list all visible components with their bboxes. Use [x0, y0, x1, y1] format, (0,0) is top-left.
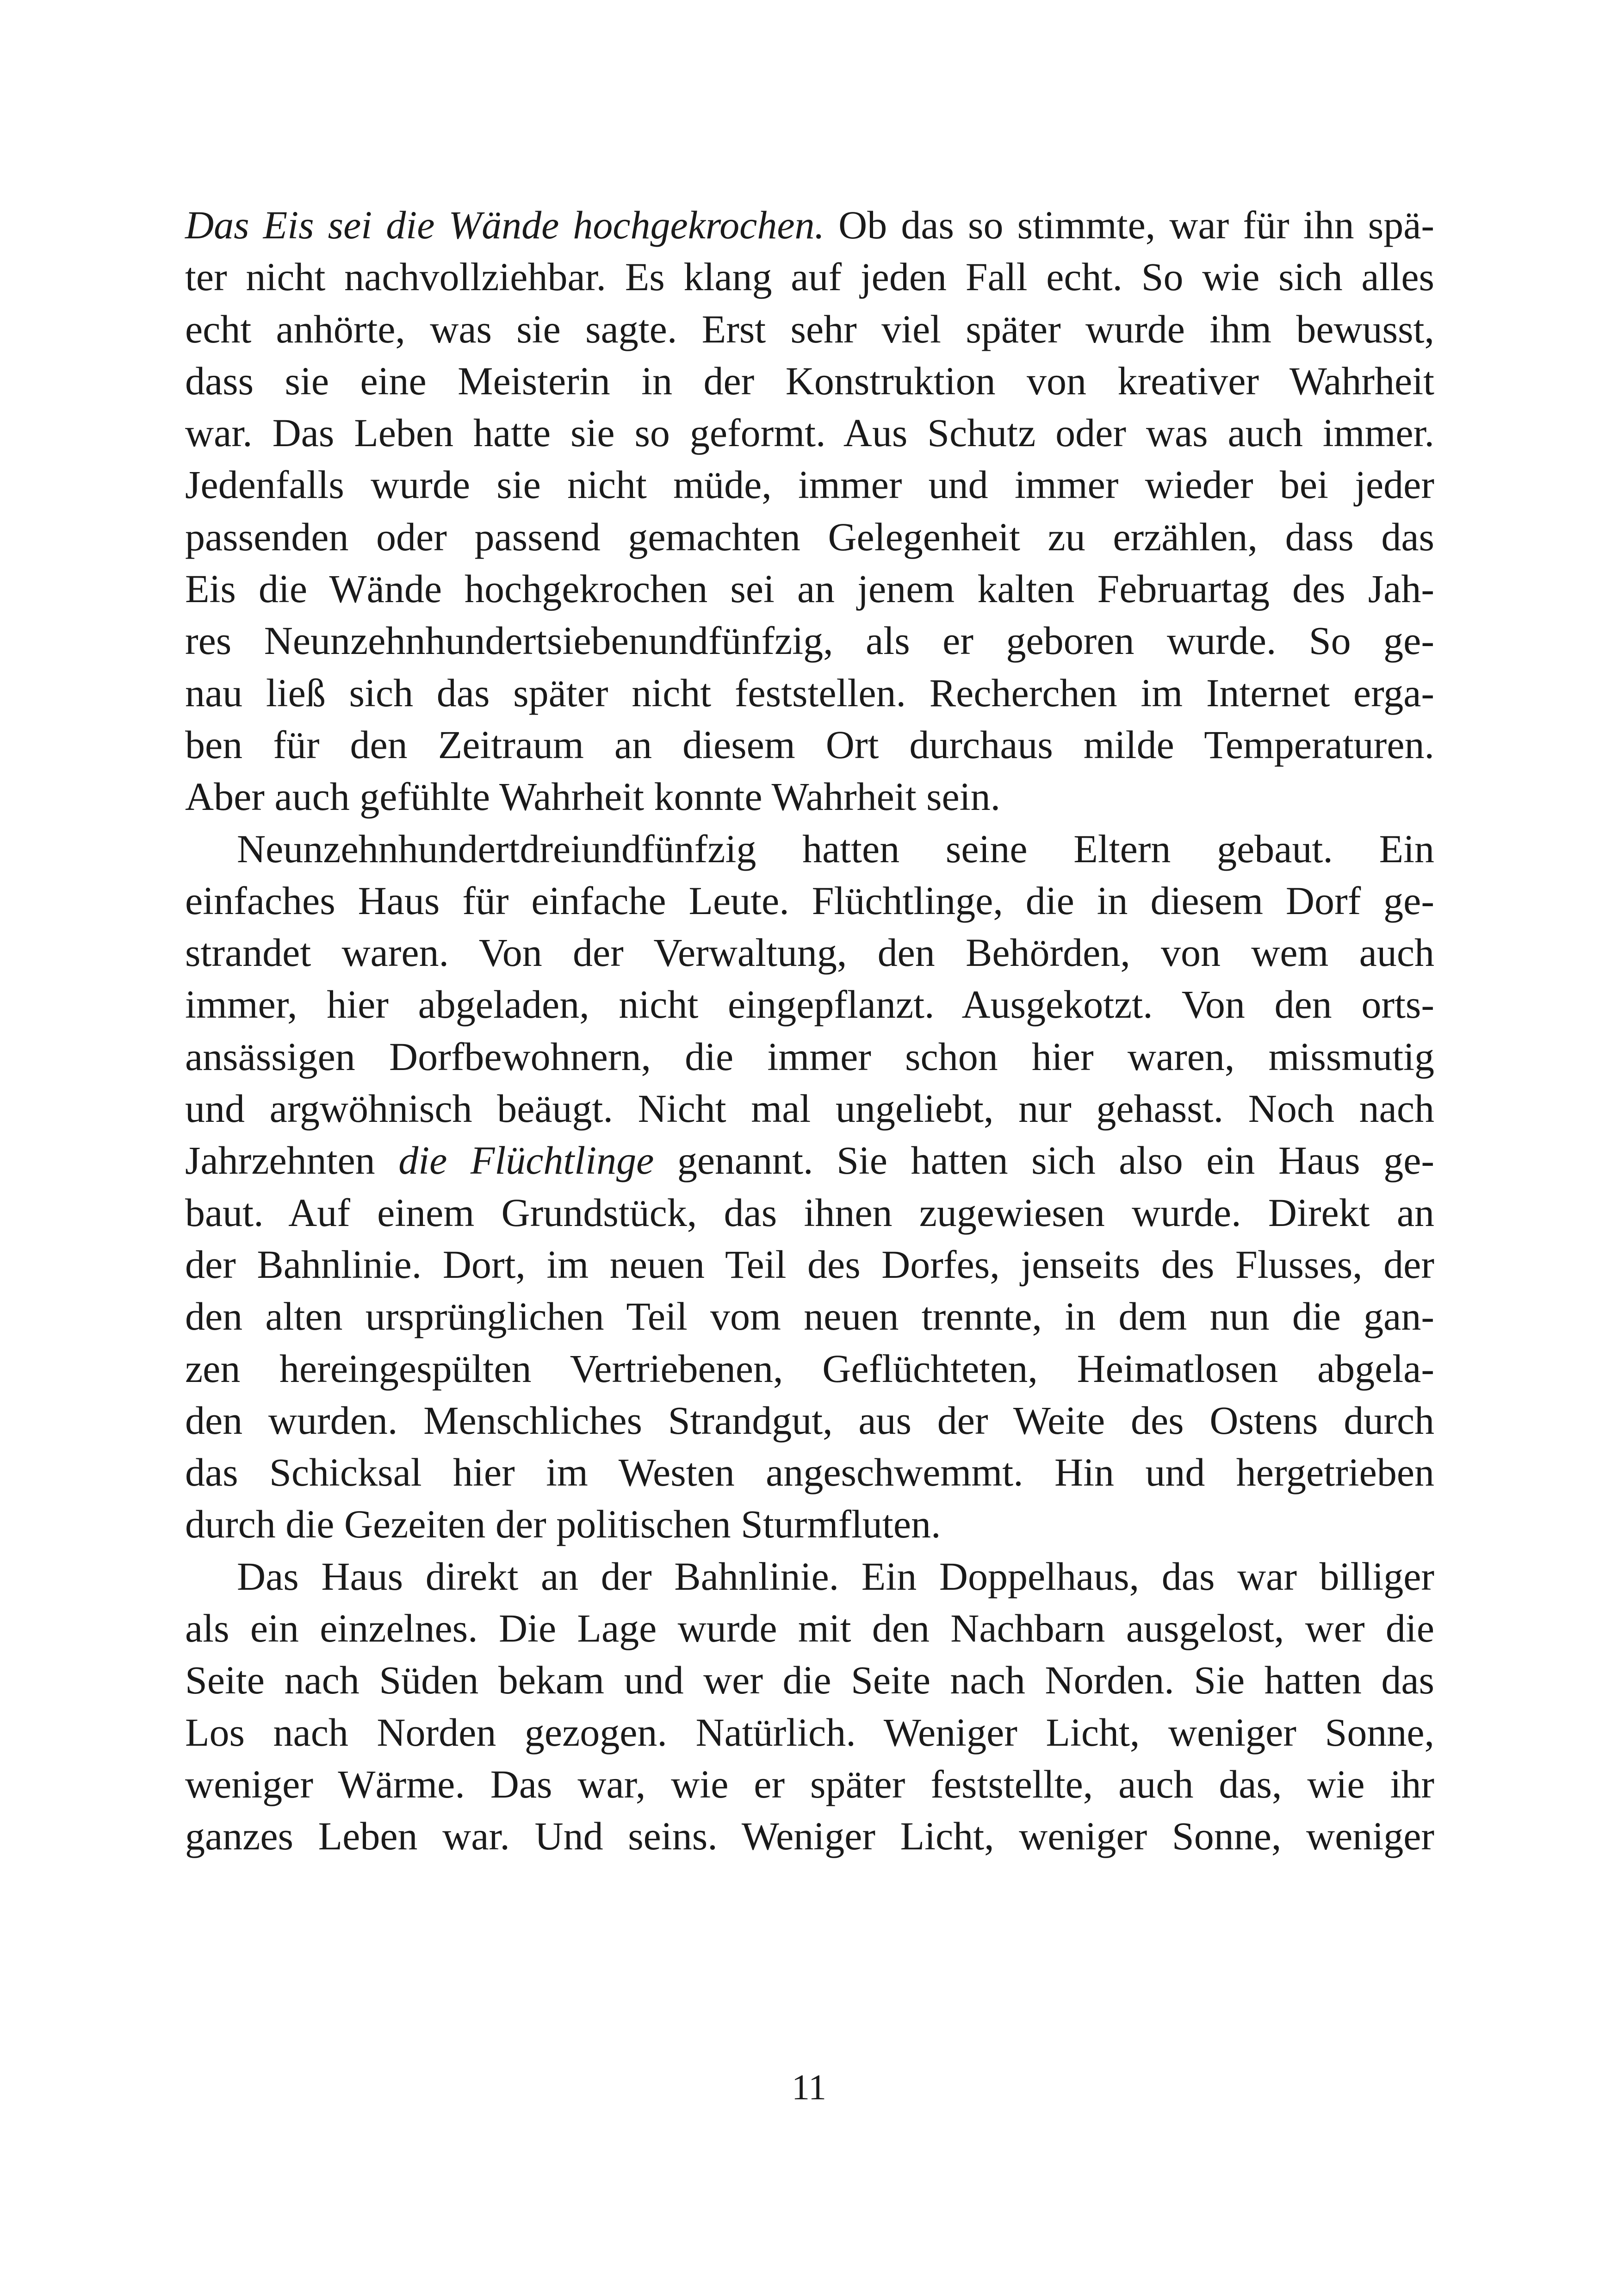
- text-segment: ganzes Leben war. Und seins. Weniger Licht, weniger Sonne, weniger: [185, 1814, 1434, 1859]
- text-line: [185, 719, 1434, 771]
- text-line: [185, 1602, 1434, 1654]
- text-segment: Neunzehnhundertdreiundfünfzig hatten seine Eltern gebaut. Ein: [237, 826, 1434, 871]
- text-segment: als ein einzelnes. Die Lage wurde mit den Nachbarn ausgelost, wer die: [185, 1606, 1434, 1651]
- text-line: [185, 251, 1434, 303]
- text-segment: weniger Wärme. Das war, wie er später feststellte, auch das, wie ihr: [185, 1761, 1434, 1806]
- text-line: [185, 199, 1434, 251]
- text-segment: war. Das Leben hatte sie so geformt. Aus Schutz oder was auch immer.: [185, 411, 1434, 455]
- text-line: [185, 563, 1434, 615]
- text-segment: den alten ursprünglichen Teil vom neuen trennte, in dem nun die gan-: [185, 1294, 1434, 1339]
- text-segment: und argwöhnisch beäugt. Nicht mal ungeliebt, nur gehasst. Noch nach: [185, 1086, 1434, 1131]
- text-segment: das Schicksal hier im Westen angeschwemmt. Hin und hergetrieben: [185, 1450, 1434, 1495]
- text-segment: dass sie eine Meisterin in der Konstruktion von kreativer Wahrheit: [185, 358, 1434, 403]
- text-segment: zen hereingespülten Vertriebenen, Geflüchteten, Heimatlosen abgela-: [185, 1346, 1434, 1391]
- text-segment: passenden oder passend gemachten Gelegenheit zu erzählen, dass das: [185, 514, 1434, 559]
- text-line: [185, 1343, 1434, 1394]
- text-segment: Das Haus direkt an der Bahnlinie. Ein Doppelhaus, das war billiger: [237, 1554, 1434, 1599]
- text-line: [185, 1706, 1434, 1758]
- italic-text: Das Eis sei die Wände hochgekrochen.: [185, 203, 825, 247]
- text-line: [185, 407, 1434, 459]
- text-segment: ter nicht nachvollziehbar. Es klang auf jeden Fall echt. So wie sich alles: [185, 255, 1434, 299]
- text-segment: Aber auch gefühlte Wahrheit konnte Wahrheit sein.: [185, 774, 1001, 819]
- text-line: [185, 1758, 1434, 1810]
- text-line: [185, 1083, 1434, 1134]
- text-line: [185, 823, 1434, 875]
- text-line: [185, 1498, 1434, 1550]
- text-segment: strandet waren. Von der Verwaltung, den Behörden, von wem auch: [185, 930, 1434, 975]
- text-line: [185, 667, 1434, 719]
- text-line: [185, 615, 1434, 666]
- text-line: [185, 511, 1434, 563]
- text-segment: immer, hier abgeladen, nicht eingepflanzt. Ausgekotzt. Von den orts-: [185, 982, 1434, 1027]
- text-segment: echt anhörte, was sie sagte. Erst sehr viel später wurde ihm bewusst,: [185, 306, 1434, 351]
- text-segment: ansässigen Dorfbewohnern, die immer schon hier waren, missmutig: [185, 1034, 1434, 1079]
- text-segment: Jahrzehnten: [185, 1138, 399, 1183]
- text-line: [185, 1446, 1434, 1498]
- body-text: [185, 199, 1434, 1862]
- text-segment: Los nach Norden gezogen. Natürlich. Weniger Licht, weniger Sonne,: [185, 1710, 1434, 1755]
- text-line: [185, 355, 1434, 407]
- text-segment: durch die Gezeiten der politischen Sturmfluten.: [185, 1502, 941, 1547]
- text-segment: Eis die Wände hochgekrochen sei an jenem kalten Februartag des Jah-: [185, 566, 1434, 611]
- text-line: [185, 1550, 1434, 1602]
- text-line: [185, 1134, 1434, 1186]
- text-segment: Jedenfalls wurde sie nicht müde, immer und immer wieder bei jeder: [185, 462, 1434, 507]
- paragraph: [185, 1550, 1434, 1862]
- text-line: [185, 1290, 1434, 1342]
- text-line: [185, 1031, 1434, 1083]
- text-line: [185, 303, 1434, 355]
- text-segment: Seite nach Süden bekam und wer die Seite nach Norden. Sie hatten das: [185, 1658, 1434, 1703]
- text-line: [185, 1394, 1434, 1446]
- text-segment: ben für den Zeitraum an diesem Ort durchaus milde Temperaturen.: [185, 722, 1434, 767]
- text-line: [185, 927, 1434, 978]
- page-number: 11: [791, 2067, 827, 2107]
- text-line: [185, 1654, 1434, 1706]
- text-line: [185, 459, 1434, 510]
- text-line: [185, 875, 1434, 927]
- text-line: [185, 1187, 1434, 1238]
- text-segment: Ob das so stimmte, war für ihn spä-: [824, 203, 1434, 247]
- text-segment: nau ließ sich das später nicht feststellen. Recherchen im Internet erga-: [185, 670, 1434, 715]
- paragraph: [185, 823, 1434, 1550]
- text-line: [185, 771, 1434, 822]
- text-segment: res Neunzehnhundertsiebenundfünfzig, als er geboren wurde. So ge-: [185, 618, 1434, 663]
- text-line: [185, 1238, 1434, 1290]
- text-segment: der Bahnlinie. Dort, im neuen Teil des Dorfes, jenseits des Flusses, der: [185, 1242, 1434, 1287]
- text-segment: genannt. Sie hatten sich also ein Haus ge-: [654, 1138, 1434, 1183]
- italic-text: die Flüchtlinge: [398, 1138, 654, 1183]
- paragraph: [185, 199, 1434, 823]
- text-segment: baut. Auf einem Grundstück, das ihnen zugewiesen wurde. Direkt an: [185, 1190, 1434, 1235]
- text-segment: einfaches Haus für einfache Leute. Flüchtlinge, die in diesem Dorf ge-: [185, 878, 1434, 923]
- text-line: [185, 1810, 1434, 1862]
- text-line: [185, 978, 1434, 1030]
- text-segment: den wurden. Menschliches Strandgut, aus der Weite des Ostens durch: [185, 1398, 1434, 1443]
